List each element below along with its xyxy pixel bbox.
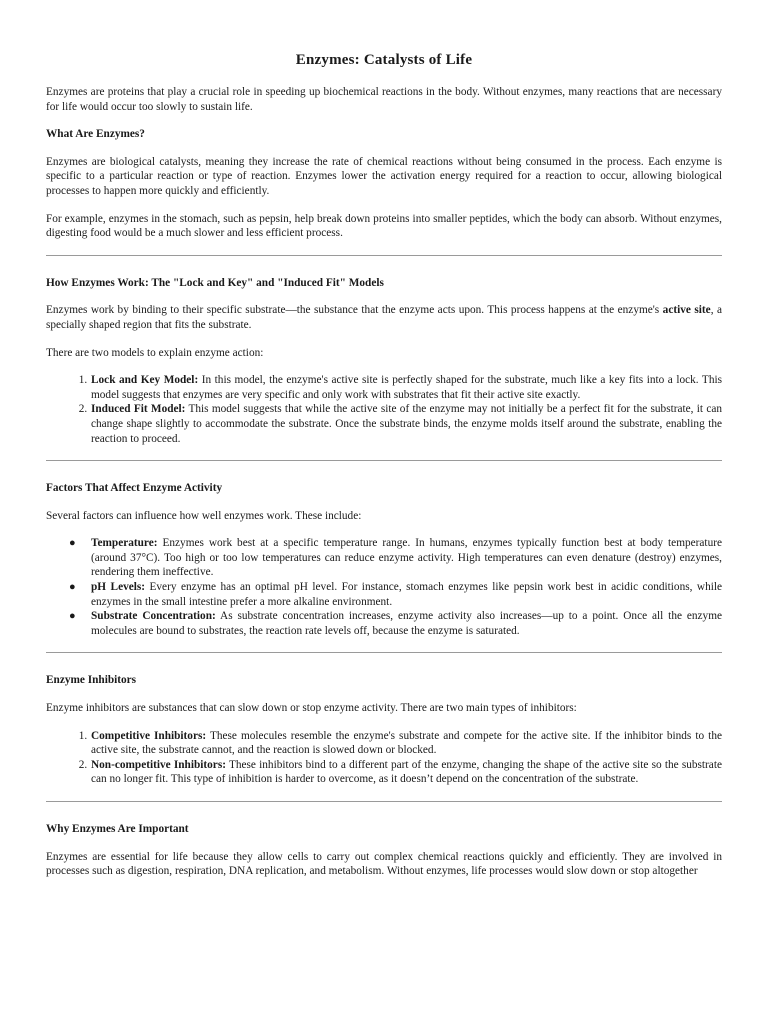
list-item [69,609,722,638]
list-item [90,373,722,402]
section-heading-factors: Factors That Affect Enzyme Activity [46,482,223,495]
section-heading-why: Why Enzymes Are Important [46,823,189,835]
list-item-text: This model suggests that while the active site of the enzyme may not initially be a perfect fit for the substrate, it can change shape slightly to accommodate the substrate. Once the substrate binds, the enzyme molds itself around the substrate, enabling the reaction to proceed. [91,403,722,445]
list-item [90,402,722,446]
section-heading-inhibitors: Enzyme Inhibitors [46,674,137,687]
how-paragraph-1 [46,303,722,332]
list-item [90,729,722,758]
list-item-text: As substrate concentration increases, enzyme activity also increases—up to a point. Once all the enzyme molecules are bound to substrates, the reaction rate levels off, because the enzyme is saturated. [91,610,722,637]
list-item-term: Substrate Concentration: [91,610,216,623]
list-item-term: Non-competitive Inhibitors: [91,758,226,771]
section-divider [46,460,722,461]
what-paragraph-2: For example, enzymes in the stomach, such as pepsin, help break down proteins into smaller peptides, which the body can absorb. Without enzymes, digesting food would be a much slower and less efficient process. [46,212,722,240]
how-p1-after: , a specially shaped region that fits the substrate. [46,304,722,331]
bullet-icon: ● [69,581,76,594]
section-heading-how: How Enzymes Work: The "Lock and Key" and "Induced Fit" Models [46,276,384,289]
list-item-text: These molecules resemble the enzyme's substrate and compete for the active site. If the inhibitor binds to the active site, the substrate cannot, and the reaction is slowed down or blocked. [91,729,722,757]
list-item-term: pH Levels: [91,581,146,594]
list-item-term: Temperature: [91,537,158,550]
list-item-text: Enzymes work best at a specific temperature range. In humans, enzymes typically function best at body temperature (around 37°C). Too high or too low temperatures can reduce enzyme activity. High temperatures can even denature (destroy) enzymes, rendering them ineffective. [91,537,722,579]
bullet-icon: ● [69,537,76,550]
models-list [46,373,722,446]
list-item-term: Lock and Key Model: [91,374,199,387]
section-divider [46,801,722,802]
list-item-text: These inhibitors bind to a different part of the enzyme, changing the shape of the active site so the substrate can no longer fit. This type of inhibition is harder to overcome, as it doesn’t depend on the concentration of the substrate. [91,758,722,786]
inhibitors-intro: Enzyme inhibitors are substances that can slow down or stop enzyme activity. There are two main types of inhibitors: [46,702,577,715]
intro-paragraph: Enzymes are proteins that play a crucial role in speeding up biochemical reactions in the body. Without enzymes, many reactions that are necessary for life would occur too slowly to sustain life. [46,86,722,113]
list-item-term: Competitive Inhibitors: [91,729,207,742]
list-item [69,536,722,580]
bullet-icon: ● [69,610,76,623]
list-item-text: Every enzyme has an optimal pH level. For instance, stomach enzymes like pepsin work best in acidic conditions, while enzymes in the small intestine prefer a more alkaline environment. [91,581,723,608]
section-heading-what: What Are Enzymes? [46,128,145,141]
document-title: Enzymes: Catalysts of Life [295,52,473,68]
section-divider [46,255,722,256]
inhibitors-list [46,729,722,787]
how-p1-before: Enzymes work by binding to their specific substrate—the substance that the enzyme acts upon. This process happens at the enzyme's [46,304,663,317]
list-item-text: In this model, the enzyme's active site is perfectly shaped for the substrate, much like a key fits into a lock. This model suggests that enzymes are very specific and only work with substrates that fit their active site exactly. [91,374,723,401]
why-paragraph: Enzymes are essential for life because they allow cells to carry out complex chemical reactions quickly and efficiently. They are involved in processes such as digestion, respiration, DNA replication, and metabolism. Without enzymes, life processes would slow down or stop altogether [46,850,722,878]
active-site-term: active site [662,304,711,317]
factors-intro: Several factors can influence how well enzymes work. These include: [46,509,362,522]
section-divider [46,652,722,653]
how-paragraph-2: There are two models to explain enzyme action: [46,346,264,359]
factors-list [46,536,722,638]
what-paragraph-1: Enzymes are biological catalysts, meaning they increase the rate of chemical reactions without being consumed in the process. Each enzyme is specific to a particular reaction or type of reaction. Enzymes lower the activation energy required for a reaction to occur, allowing biological processes to happen more quickly and efficiently. [46,155,722,197]
list-item-term: Induced Fit Model: [91,403,186,416]
list-item [90,758,722,787]
list-item [69,580,723,609]
